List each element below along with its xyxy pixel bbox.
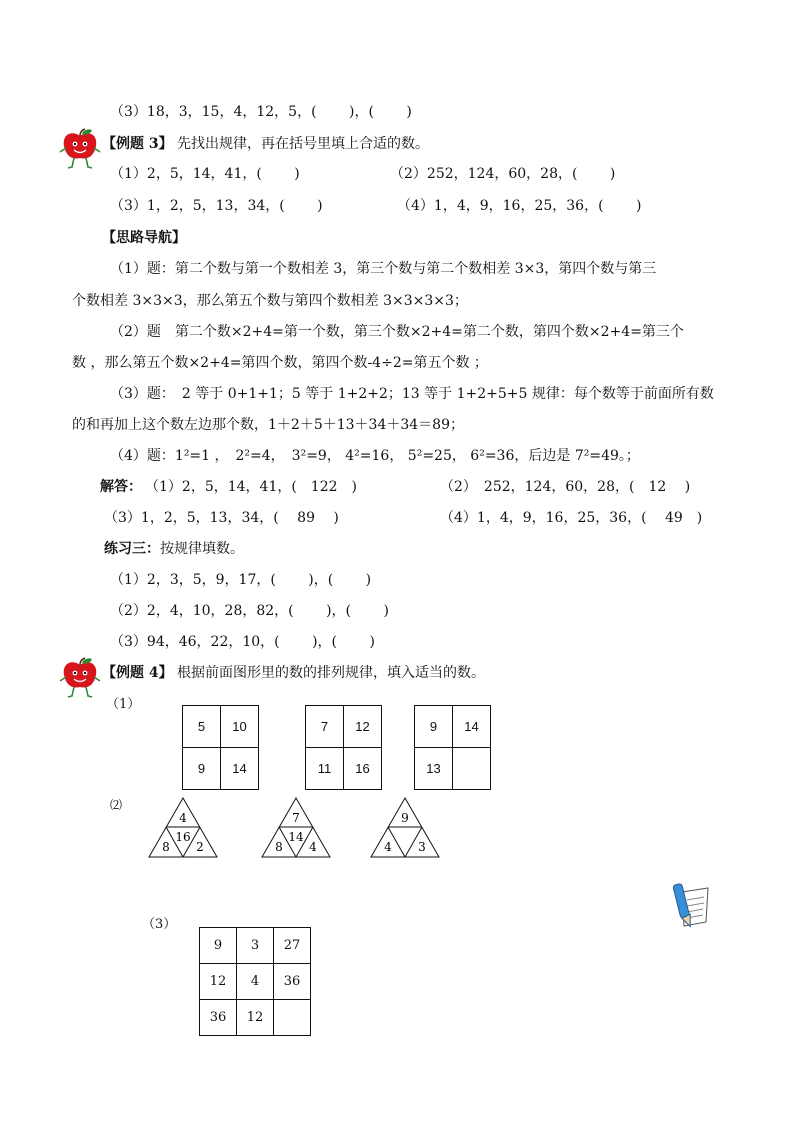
- practice-text: 按规律填数。: [160, 541, 244, 557]
- part3-label: （3）: [142, 917, 177, 932]
- grid-cell: 14: [453, 706, 491, 748]
- practice-2: （2）2，4，10，28，82，( )，( ): [110, 603, 389, 619]
- pencil-note-icon: [672, 882, 712, 930]
- guide-1a: （1）题：第二个数与第一个数相差 3，第三个数与第二个数相差 3×3，第四个数与第三: [110, 261, 657, 277]
- answer-1: （1）2，5，14，41，( 122 ): [145, 479, 357, 495]
- answer-4: （4）1，4，9，16，25，36，( 49 ): [440, 510, 703, 526]
- guide-3a: （3）题： 2 等于 0+1+1；5 等于 1+2+2；13 等于 1+2+5+5 规律：每个数等于前面所有数: [110, 386, 714, 402]
- grid-cell: 11: [306, 748, 344, 790]
- grid-cell: 12: [237, 1000, 274, 1036]
- triangle-left: 8: [275, 840, 283, 854]
- grid-cell: 36: [274, 964, 311, 1000]
- triangle-right: 2: [196, 840, 204, 854]
- grid-cell: [453, 748, 491, 790]
- grid-3x3: [199, 927, 311, 1036]
- grid-cell: 10: [221, 706, 259, 748]
- prev-q3-line: （3）18，3，15，4，12，5，( )，( ): [110, 104, 412, 120]
- guide-2a: （2）题 第二个数×2+4=第一个数，第三个数×2+4=第二个数，第四个数×2+4=第三个: [110, 324, 684, 340]
- triangle-left: 4: [384, 840, 392, 854]
- grid-2x2: [305, 705, 382, 790]
- triangle-top: 9: [401, 811, 409, 825]
- example3-q4: （4）1，4，9，16，25，36，( ): [397, 198, 642, 214]
- triangle-top: 4: [179, 811, 187, 825]
- grid-cell: 3: [237, 928, 274, 964]
- apple-mascot-icon: [58, 657, 102, 699]
- practice-1: （1）2，3，5，9，17，( )，( ): [110, 572, 372, 588]
- example3-q3: （3）1，2，5，13，34，( ): [110, 198, 323, 214]
- grid-cell: 27: [274, 928, 311, 964]
- grid-cell: 13: [415, 748, 453, 790]
- triangle-figure: [370, 797, 440, 859]
- guide-3b: 的和再加上这个数左边那个数，1＋2＋5＋13＋34＋34＝89；: [72, 417, 464, 433]
- triangle-left: 8: [162, 840, 170, 854]
- answer-label: 解答：: [100, 479, 142, 495]
- practice-3: （3）94，46，22，10，( )，( ): [110, 634, 375, 650]
- grid-cell: 14: [221, 748, 259, 790]
- grid-cell: 16: [344, 748, 382, 790]
- grid-cell: 36: [200, 1000, 237, 1036]
- part1-label: （1）: [106, 697, 141, 712]
- grid-cell: 9: [415, 706, 453, 748]
- triangle-right: 3: [418, 840, 426, 854]
- example3-q2: （2）252，124，60，28，( ): [390, 166, 616, 182]
- example4-title: 【例题 4】: [102, 665, 173, 681]
- grid-cell: 9: [183, 748, 221, 790]
- guide-2b: 数 ，那么第五个数×2+4=第四个数，第四个数-4÷2=第五个数 ；: [72, 355, 488, 371]
- answer-3: （3）1，2，5，13，34，( 89 ): [104, 510, 339, 526]
- guide-1b: 个数相差 3×3×3，那么第五个数与第四个数相差 3×3×3×3；: [72, 293, 468, 309]
- apple-mascot-icon: [58, 128, 102, 170]
- example4-text: 根据前面图形里的数的排列规律，填入适当的数。: [177, 665, 485, 681]
- grid-cell: 12: [344, 706, 382, 748]
- practice-title: 练习三：: [104, 541, 160, 557]
- grid-cell: 5: [183, 706, 221, 748]
- answer-2: （2） 252，124，60，28，( 12 ): [440, 479, 691, 495]
- guide-4: （4）题：1²=1 ， 2²=4， 3²=9， 4²=16， 5²=25， 6²=36，后边是 7²=49。；: [110, 448, 640, 464]
- triangle-figure: [261, 797, 331, 859]
- grid-cell: 12: [200, 964, 237, 1000]
- grid-cell: 7: [306, 706, 344, 748]
- part2-label: ⑵: [110, 798, 123, 812]
- grid-2x2: [414, 705, 491, 790]
- grid-cell: [274, 1000, 311, 1036]
- guide-title: 【思路导航】: [102, 230, 186, 246]
- triangle-center: 16: [175, 830, 191, 844]
- triangle-figure: [148, 797, 218, 859]
- grid-cell: 4: [237, 964, 274, 1000]
- grid-cell: 9: [200, 928, 237, 964]
- example3-text: 先找出规律，再在括号里填上合适的数。: [177, 136, 429, 152]
- example3-title: 【例题 3】: [102, 136, 173, 152]
- triangle-top: 7: [292, 811, 300, 825]
- triangle-center: 14: [288, 830, 304, 844]
- grid-2x2: [182, 705, 259, 790]
- triangle-right: 4: [309, 840, 317, 854]
- example3-q1: （1）2，5，14，41，( ): [110, 166, 300, 182]
